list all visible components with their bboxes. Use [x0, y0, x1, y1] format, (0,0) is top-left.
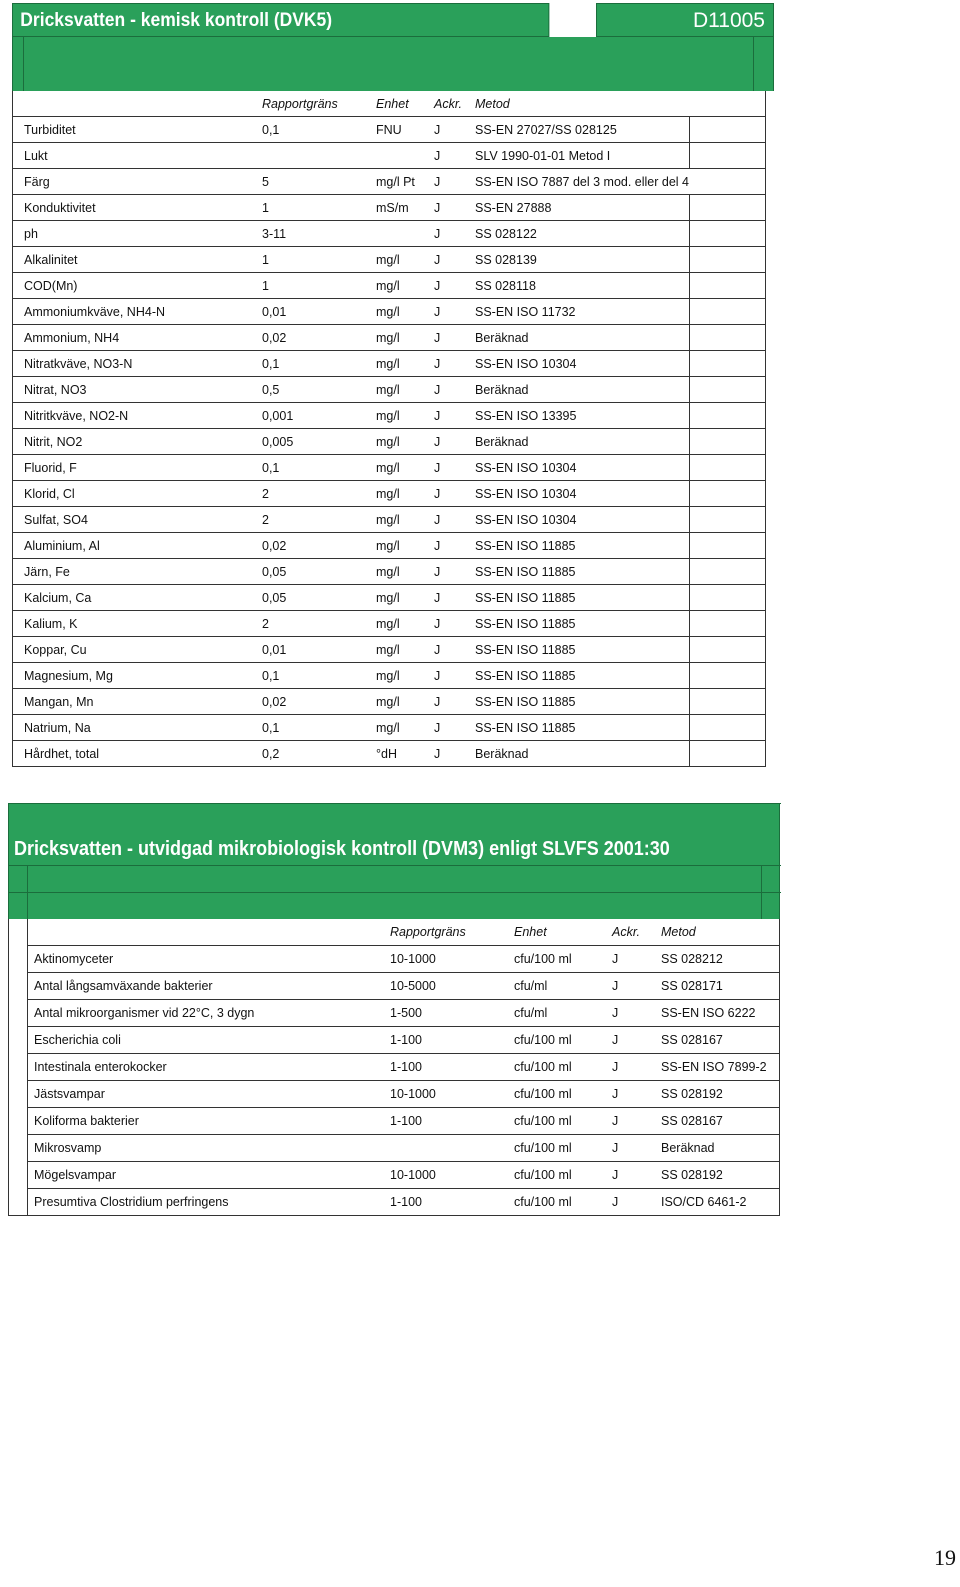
section1-title: Dricksvatten - kemisk kontroll (DVK5) [12, 3, 549, 37]
parameter-name: Koppar, Cu [24, 637, 262, 663]
unit: FNU [376, 117, 434, 143]
section1-code: D11005 [596, 3, 774, 37]
table-row [9, 946, 780, 973]
accreditation: J [434, 169, 475, 195]
report-limit: 2 [262, 507, 376, 533]
table-row [13, 663, 766, 689]
accreditation: J [434, 715, 475, 741]
unit: mg/l [376, 247, 434, 273]
table-row [13, 403, 766, 429]
header-rapportgrans: Rapportgräns [262, 91, 376, 117]
method: SS-EN ISO 10304 [475, 481, 689, 507]
method: SS-EN 27888 [475, 195, 689, 221]
organism-name: Antal mikroorganismer vid 22°C, 3 dygn [28, 1000, 391, 1027]
report-limit: 10-1000 [390, 1081, 514, 1108]
parameter-name: Järn, Fe [24, 559, 262, 585]
table-row [9, 1189, 780, 1216]
accreditation: J [612, 1000, 661, 1027]
accreditation: J [612, 1027, 661, 1054]
unit: cfu/100 ml [514, 1189, 612, 1216]
parameter-name: Kalcium, Ca [24, 585, 262, 611]
parameter-name: COD(Mn) [24, 273, 262, 299]
report-limit: 0,05 [262, 585, 376, 611]
unit: cfu/100 ml [514, 1054, 612, 1081]
report-limit: 1 [262, 195, 376, 221]
table-row [9, 973, 780, 1000]
parameter-name: Färg [24, 169, 262, 195]
table-row [13, 559, 766, 585]
method: Beräknad [475, 429, 689, 455]
unit: mg/l Pt [376, 169, 434, 195]
accreditation: J [434, 585, 475, 611]
method: SS-EN ISO 6222 [661, 1000, 780, 1027]
unit: mg/l [376, 403, 434, 429]
unit: mg/l [376, 299, 434, 325]
section2-table [8, 919, 780, 1216]
unit: mS/m [376, 195, 434, 221]
unit: mg/l [376, 611, 434, 637]
unit: cfu/ml [514, 1000, 612, 1027]
report-limit: 0,005 [262, 429, 376, 455]
unit: cfu/100 ml [514, 1081, 612, 1108]
table-row [13, 221, 766, 247]
report-limit: 2 [262, 611, 376, 637]
accreditation: J [434, 533, 475, 559]
report-limit: 0,1 [262, 117, 376, 143]
report-limit: 0,01 [262, 637, 376, 663]
header-metod: Metod [661, 919, 780, 946]
table-row [13, 455, 766, 481]
unit: mg/l [376, 559, 434, 585]
method: SLV 1990-01-01 Metod I [475, 143, 689, 169]
table-row [9, 1108, 780, 1135]
accreditation: J [434, 741, 475, 767]
accreditation: J [434, 611, 475, 637]
table-row [9, 1027, 780, 1054]
table-row [13, 533, 766, 559]
organism-name: Mikrosvamp [28, 1135, 391, 1162]
accreditation: J [434, 507, 475, 533]
accreditation: J [434, 377, 475, 403]
unit: mg/l [376, 429, 434, 455]
table-row [13, 507, 766, 533]
method: SS-EN ISO 11885 [475, 663, 689, 689]
method: SS-EN ISO 11885 [475, 715, 689, 741]
report-limit: 10-1000 [390, 946, 514, 973]
accreditation: J [434, 689, 475, 715]
unit: mg/l [376, 715, 434, 741]
method: SS 028118 [475, 273, 689, 299]
parameter-name: Lukt [24, 143, 262, 169]
parameter-name: Nitrat, NO3 [24, 377, 262, 403]
accreditation: J [434, 351, 475, 377]
page-number: 19 [934, 1545, 956, 1570]
report-limit: 0,5 [262, 377, 376, 403]
table-row [9, 1000, 780, 1027]
table-row [13, 481, 766, 507]
unit: mg/l [376, 663, 434, 689]
parameter-name: Sulfat, SO4 [24, 507, 262, 533]
section1-table [12, 91, 766, 767]
table-row [13, 169, 766, 195]
method: SS-EN 27027/SS 028125 [475, 117, 689, 143]
parameter-name: ph [24, 221, 262, 247]
report-limit: 1-500 [390, 1000, 514, 1027]
report-limit: 0,1 [262, 663, 376, 689]
method: SS 028122 [475, 221, 689, 247]
accreditation: J [612, 1081, 661, 1108]
header-ackr: Ackr. [612, 919, 661, 946]
accreditation: J [434, 481, 475, 507]
method: ISO/CD 6461-2 [661, 1189, 780, 1216]
table-row [13, 247, 766, 273]
report-limit: 0,2 [262, 741, 376, 767]
method: SS 028212 [661, 946, 780, 973]
unit: cfu/100 ml [514, 1108, 612, 1135]
report-limit: 10-5000 [390, 973, 514, 1000]
method: SS-EN ISO 10304 [475, 351, 689, 377]
accreditation: J [612, 1054, 661, 1081]
unit: mg/l [376, 455, 434, 481]
accreditation: J [434, 195, 475, 221]
unit: mg/l [376, 377, 434, 403]
report-limit: 0,01 [262, 299, 376, 325]
unit [376, 143, 434, 169]
table-row [9, 1081, 780, 1108]
method: SS-EN ISO 11885 [475, 689, 689, 715]
band-divider [753, 37, 754, 91]
accreditation: J [434, 325, 475, 351]
report-limit: 0,02 [262, 689, 376, 715]
organism-name: Escherichia coli [28, 1027, 391, 1054]
table-row [13, 715, 766, 741]
band-border [9, 803, 781, 804]
parameter-name: Aluminium, Al [24, 533, 262, 559]
accreditation: J [612, 1108, 661, 1135]
header-metod: Metod [475, 91, 689, 117]
method: SS-EN ISO 11885 [475, 533, 689, 559]
accreditation: J [434, 559, 475, 585]
table-row [13, 741, 766, 767]
parameter-name: Kalium, K [24, 611, 262, 637]
accreditation: J [434, 663, 475, 689]
parameter-name: Fluorid, F [24, 455, 262, 481]
header-enhet: Enhet [514, 919, 612, 946]
report-limit: 0,05 [262, 559, 376, 585]
accreditation: J [434, 403, 475, 429]
report-limit: 2 [262, 481, 376, 507]
method: SS-EN ISO 7887 del 3 mod. eller del 4 [475, 169, 689, 195]
report-limit [262, 143, 376, 169]
table-row [13, 611, 766, 637]
unit: cfu/ml [514, 973, 612, 1000]
report-limit: 0,1 [262, 455, 376, 481]
table-row [13, 377, 766, 403]
parameter-name: Alkalinitet [24, 247, 262, 273]
section1-header [12, 3, 774, 37]
report-limit: 1-100 [390, 1189, 514, 1216]
accreditation: J [612, 1162, 661, 1189]
table-row [13, 351, 766, 377]
unit: cfu/100 ml [514, 946, 612, 973]
method: SS-EN ISO 10304 [475, 507, 689, 533]
parameter-name: Ammonium, NH4 [24, 325, 262, 351]
section2-green-band [8, 803, 780, 919]
parameter-name: Klorid, Cl [24, 481, 262, 507]
header-rapportgrans: Rapportgräns [390, 919, 514, 946]
report-limit: 1-100 [390, 1027, 514, 1054]
header-ackr: Ackr. [434, 91, 475, 117]
parameter-name: Turbiditet [24, 117, 262, 143]
unit: cfu/100 ml [514, 1135, 612, 1162]
report-limit: 0,02 [262, 325, 376, 351]
method: SS-EN ISO 11885 [475, 637, 689, 663]
table-row [13, 689, 766, 715]
organism-name: Presumtiva Clostridium perfringens [28, 1189, 391, 1216]
unit: mg/l [376, 351, 434, 377]
accreditation: J [612, 1135, 661, 1162]
table-row [13, 637, 766, 663]
parameter-name: Mangan, Mn [24, 689, 262, 715]
accreditation: J [434, 455, 475, 481]
accreditation: J [434, 273, 475, 299]
parameter-name: Nitritkväve, NO2-N [24, 403, 262, 429]
section1-green-band [12, 37, 774, 91]
table-row [13, 195, 766, 221]
method: Beräknad [475, 325, 689, 351]
band-border [9, 892, 781, 893]
unit: mg/l [376, 689, 434, 715]
method: SS 028167 [661, 1027, 780, 1054]
parameter-name: Natrium, Na [24, 715, 262, 741]
method: SS-EN ISO 11885 [475, 611, 689, 637]
table-row [13, 273, 766, 299]
table-row [9, 1162, 780, 1189]
report-limit [390, 1135, 514, 1162]
accreditation: J [612, 946, 661, 973]
accreditation: J [434, 299, 475, 325]
table-header-row [13, 91, 766, 117]
section2-title: Dricksvatten - utvidgad mikrobiologisk kontroll (DVM3) enligt SLVFS 2001:30 [14, 838, 670, 860]
unit: mg/l [376, 507, 434, 533]
report-limit: 3-11 [262, 221, 376, 247]
method: SS 028139 [475, 247, 689, 273]
organism-name: Mögelsvampar [28, 1162, 391, 1189]
unit [376, 221, 434, 247]
parameter-name: Konduktivitet [24, 195, 262, 221]
accreditation: J [612, 973, 661, 1000]
report-limit: 1 [262, 273, 376, 299]
method: Beräknad [475, 377, 689, 403]
accreditation: J [612, 1189, 661, 1216]
unit: mg/l [376, 533, 434, 559]
report-limit: 5 [262, 169, 376, 195]
unit: mg/l [376, 585, 434, 611]
accreditation: J [434, 247, 475, 273]
parameter-name: Hårdhet, total [24, 741, 262, 767]
report-limit: 1-100 [390, 1054, 514, 1081]
table-row [13, 299, 766, 325]
report-limit: 10-1000 [390, 1162, 514, 1189]
unit: mg/l [376, 273, 434, 299]
method: SS-EN ISO 7899-2 [661, 1054, 780, 1081]
band-divider [27, 865, 28, 919]
table-row [9, 1135, 780, 1162]
table-row [9, 1054, 780, 1081]
organism-name: Aktinomyceter [28, 946, 391, 973]
table-row [13, 143, 766, 169]
report-limit: 0,1 [262, 715, 376, 741]
method: SS 028192 [661, 1081, 780, 1108]
table-row [13, 429, 766, 455]
report-limit: 1-100 [390, 1108, 514, 1135]
unit: mg/l [376, 481, 434, 507]
unit: cfu/100 ml [514, 1027, 612, 1054]
accreditation: J [434, 221, 475, 247]
method: SS-EN ISO 11732 [475, 299, 689, 325]
organism-name: Koliforma bakterier [28, 1108, 391, 1135]
parameter-name: Ammoniumkväve, NH4-N [24, 299, 262, 325]
method: Beräknad [475, 741, 689, 767]
band-border [9, 865, 781, 866]
parameter-name: Nitratkväve, NO3-N [24, 351, 262, 377]
method: SS 028192 [661, 1162, 780, 1189]
parameter-name: Nitrit, NO2 [24, 429, 262, 455]
report-limit: 1 [262, 247, 376, 273]
report-limit: 0,001 [262, 403, 376, 429]
table-row [13, 585, 766, 611]
method: SS 028171 [661, 973, 780, 1000]
unit: mg/l [376, 325, 434, 351]
accreditation: J [434, 429, 475, 455]
table-row [13, 117, 766, 143]
report-limit: 0,1 [262, 351, 376, 377]
parameter-name: Magnesium, Mg [24, 663, 262, 689]
method: SS 028167 [661, 1108, 780, 1135]
organism-name: Antal långsamväxande bakterier [28, 973, 391, 1000]
unit: cfu/100 ml [514, 1162, 612, 1189]
method: SS-EN ISO 11885 [475, 559, 689, 585]
method: SS-EN ISO 11885 [475, 585, 689, 611]
band-divider [23, 37, 24, 91]
accreditation: J [434, 117, 475, 143]
method: Beräknad [661, 1135, 780, 1162]
method: SS-EN ISO 10304 [475, 455, 689, 481]
organism-name: Intestinala enterokocker [28, 1054, 391, 1081]
accreditation: J [434, 637, 475, 663]
organism-name: Jästsvampar [28, 1081, 391, 1108]
header-enhet: Enhet [376, 91, 434, 117]
band-divider [761, 865, 762, 919]
table-row [13, 325, 766, 351]
method: SS-EN ISO 13395 [475, 403, 689, 429]
unit: mg/l [376, 637, 434, 663]
report-limit: 0,02 [262, 533, 376, 559]
unit: °dH [376, 741, 434, 767]
table-header-row [9, 919, 780, 946]
accreditation: J [434, 143, 475, 169]
